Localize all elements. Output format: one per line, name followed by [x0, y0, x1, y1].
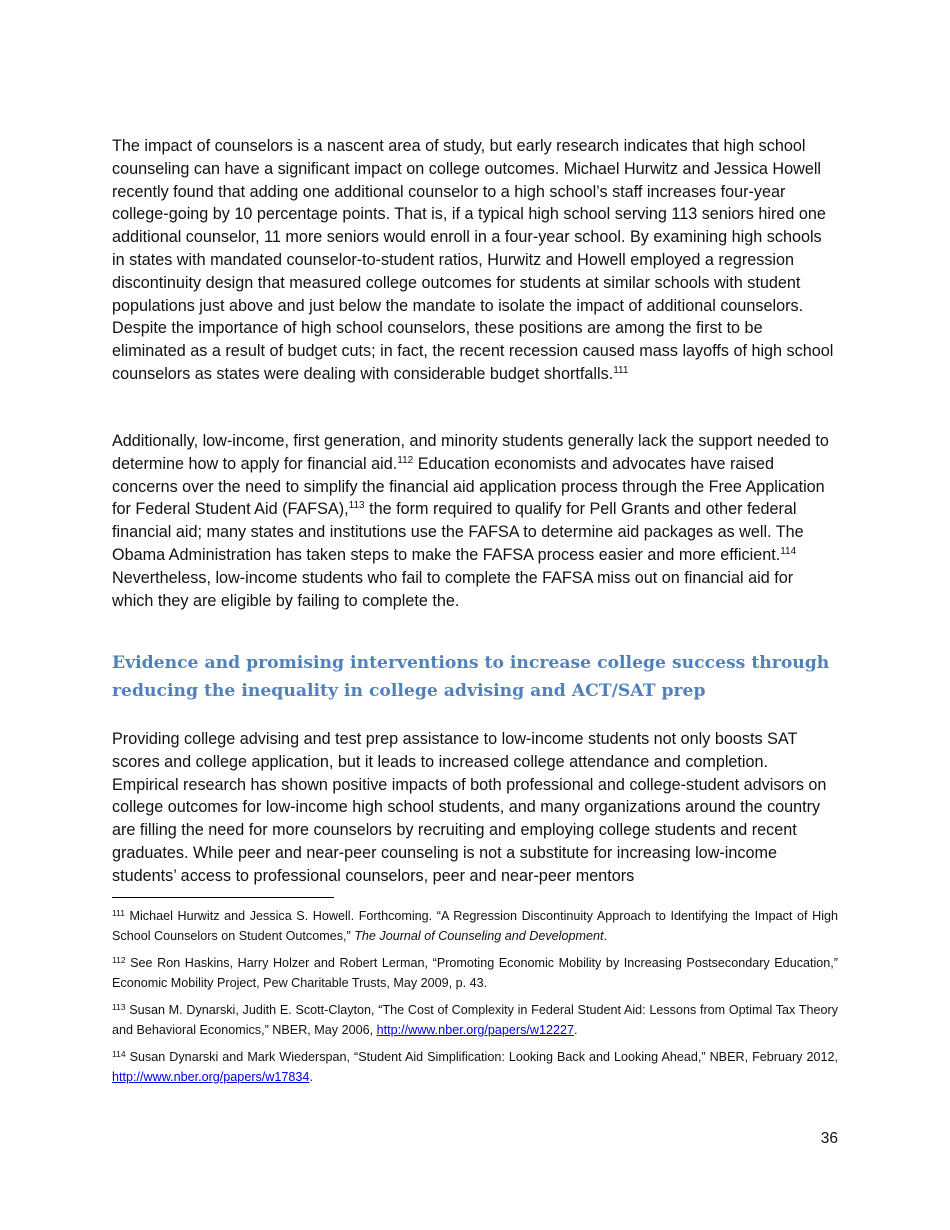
footnote-114: [112, 1048, 838, 1087]
paragraph-counselor-impact: [112, 135, 838, 386]
footnote-text: Susan M. Dynarski, Judith E. Scott-Clayton, “The Cost of Complexity in Federal Student Aid: Lessons from Optimal Tax Theory and Behavioral Economics,” NBER, May 2006,: [112, 1003, 838, 1037]
footnote-ref-111[interactable]: 111: [613, 364, 629, 376]
section-heading: Evidence and promising interventions to increase college success through reducing the inequality in college advising and ACT/SAT prep: [112, 653, 830, 701]
footnote-link-w12227[interactable]: http://www.nber.org/papers/w12227: [376, 1022, 575, 1037]
paragraph-text: Nevertheless, low-income students who fail to complete the FAFSA miss out on financial aid for which they are eligible by failing to complete the.: [112, 568, 794, 610]
footnote-text: See Ron Haskins, Harry Holzer and Robert Lerman, “Promoting Economic Mobility by Increasing Postsecondary Education,” Economic Mobility Project, Pew Charitable Trusts, May 2009, p. 43.: [112, 956, 838, 990]
paragraph-text: the form required to qualify for Pell Grants and other federal financial aid; many states and institutions use the FAFSA to determine aid packages as well. The Obama Administration has taken steps to make the FAFSA process easier and more efficient.: [112, 500, 804, 564]
footnote-link-w17834[interactable]: http://www.nber.org/papers/w17834: [112, 1069, 310, 1084]
paragraph-text: Providing college advising and test prep assistance to low-income students not only boosts SAT scores and college application, but it leads to increased college attendance and completion. Empirical research has shown positive impacts of both professional and college-student advisors on college outcomes for low-income high school students, and many organizations around the country are filling the need for more counselors by recruiting and employing college students and recent graduates. While peer and near-peer counseling is not a substitute for increasing low-income students’ access to professional counselors, peer and near-peer mentors: [112, 730, 827, 885]
footnote-separator: [112, 897, 334, 898]
paragraph-text: The impact of counselors is a nascent area of study, but early research indicates that high school counseling can have a significant impact on college outcomes. Michael Hurwitz and Jessica Howell recently found that adding one additional counselor to a high school’s staff increases four-year college-going by 10 percentage points. That is, if a typical high school serving 113 seniors hired one additional counselor, 11 more seniors would enroll in a four-year school. By examining high schools in states with mandated counselor-to-student ratios, Hurwitz and Howell employed a regression discontinuity design that measured college outcomes for students at similar schools with student populations just above and just below the mandate to isolate the impact of additional counselors. Despite the importance of high school counselors, these positions are among the first to be eliminated as a result of budget cuts; in fact, the recent recession caused mass layoffs of high school counselors as states were dealing with considerable budget shortfalls.: [112, 137, 834, 383]
footnote-111: [112, 907, 838, 946]
footnote-number: 114: [112, 1049, 126, 1059]
footnote-ref-113[interactable]: 113: [348, 500, 365, 512]
footnote-number: 112: [112, 955, 126, 965]
paragraph-financial-aid: [112, 430, 838, 612]
footnote-text: Susan Dynarski and Mark Wiederspan, “Student Aid Simplification: Looking Back and Looking Ahead,” NBER, February 2012,: [125, 1050, 838, 1064]
footnote-number: 111: [112, 908, 125, 918]
paragraph-text: Education economists and advocates have raised concerns over the need to simplify the financial aid application process through the Free Application for Federal Student Aid (FAFSA),: [112, 454, 825, 519]
footnote-113: [112, 1001, 838, 1040]
footnote-text: Michael Hurwitz and Jessica S. Howell. Forthcoming. “A Regression Discontinuity Approach to Identifying the Impact of High School Counselors on Student Outcomes,”: [112, 909, 838, 943]
footnote-end: .: [309, 1069, 313, 1084]
paragraph-college-advising: [112, 728, 838, 888]
footnote-112: [112, 954, 838, 993]
paragraph-text: Additionally, low-income, first generation, and minority students generally lack the support needed to determine how to apply for financial aid.: [112, 432, 829, 473]
footnote-ref-112[interactable]: 112: [397, 454, 414, 466]
footnote-journal-title: The Journal of Counseling and Development: [354, 928, 604, 943]
footnote-end: .: [574, 1022, 578, 1037]
footnote-ref-114[interactable]: 114: [780, 545, 797, 557]
footnote-number: 113: [112, 1002, 126, 1012]
footnote-end: .: [603, 928, 607, 943]
page-number: 36: [820, 1130, 838, 1147]
